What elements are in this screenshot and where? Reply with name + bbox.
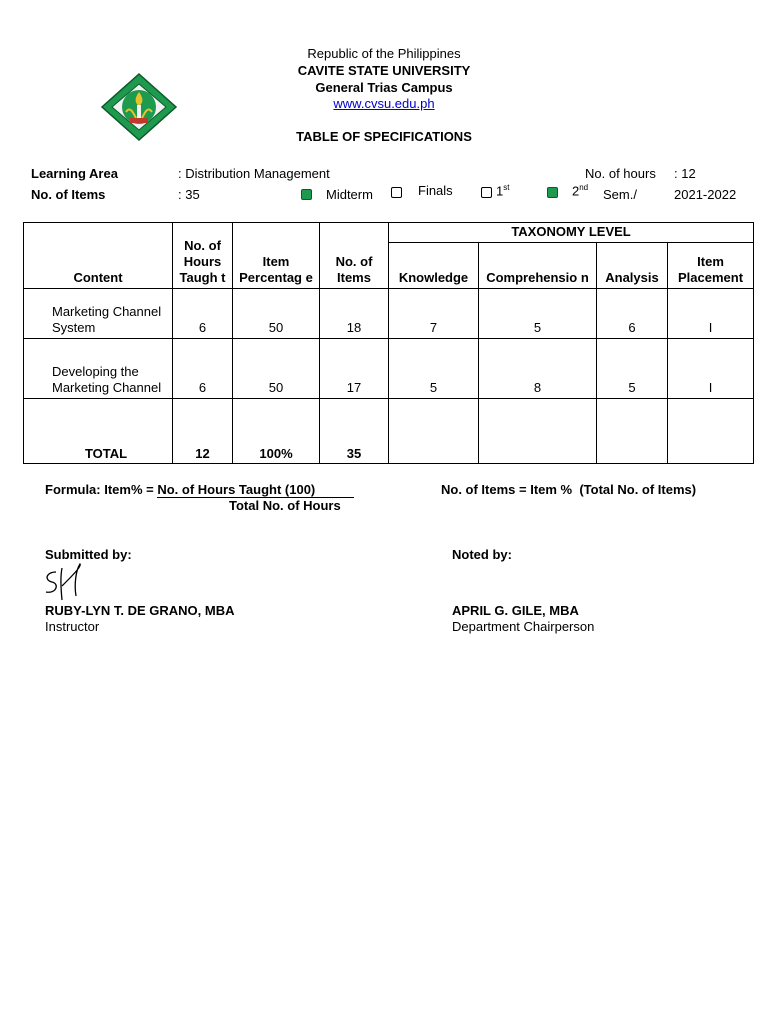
header-percentage: Item Percentag e xyxy=(233,223,320,289)
formula-numerator: No. of Hours Taught (100) xyxy=(157,482,354,498)
row-percentage: 50 xyxy=(233,339,320,399)
total-percentage: 100% xyxy=(233,399,320,464)
formula-label: Formula: Item% = xyxy=(45,482,158,497)
row-knowledge: 5 xyxy=(389,339,479,399)
row-hours: 6 xyxy=(173,289,233,339)
total-row xyxy=(24,399,754,464)
header-analysis: Analysis xyxy=(597,243,668,289)
table-row xyxy=(24,339,754,399)
finals-label: Finals xyxy=(418,183,453,198)
country-name: Republic of the Philippines xyxy=(307,46,461,61)
row-comprehension: 5 xyxy=(479,289,597,339)
row-analysis: 5 xyxy=(597,339,668,399)
submitted-name: RUBY-LYN T. DE GRANO, MBA xyxy=(45,603,235,618)
midterm-checkbox[interactable] xyxy=(301,189,312,200)
hours-value: : 12 xyxy=(674,166,696,181)
header-knowledge: Knowledge xyxy=(389,243,479,289)
items-label: No. of Items xyxy=(31,187,106,202)
midterm-label: Midterm xyxy=(326,187,373,202)
noted-by-label: Noted by: xyxy=(452,547,512,562)
row-items: 17 xyxy=(320,339,389,399)
row-knowledge: 7 xyxy=(389,289,479,339)
submitted-title: Instructor xyxy=(45,619,100,634)
document-title: TABLE OF SPECIFICATIONS xyxy=(296,129,472,144)
row-comprehension: 8 xyxy=(479,339,597,399)
second-sem-checkbox[interactable] xyxy=(547,187,558,198)
hours-label: No. of hours xyxy=(585,166,656,181)
total-placement xyxy=(668,399,754,464)
row-content: Developing the Marketing Channel xyxy=(24,339,173,399)
header-placement: Item Placement xyxy=(668,243,754,289)
noted-name: APRIL G. GILE, MBA xyxy=(452,603,579,618)
formula-items: No. of Items = Item % (Total No. of Items) xyxy=(441,482,697,497)
total-knowledge xyxy=(389,399,479,464)
header-hours: No. of Hours Taugh t xyxy=(173,223,233,289)
total-items: 35 xyxy=(320,399,389,464)
first-sem-label: 1st xyxy=(496,183,510,199)
row-items: 18 xyxy=(320,289,389,339)
header-content: Content xyxy=(24,223,173,289)
header-comprehension: Comprehensio n xyxy=(479,243,597,289)
formula-denominator: Total No. of Hours xyxy=(229,498,341,513)
row-hours: 6 xyxy=(173,339,233,399)
learning-area-label: Learning Area xyxy=(31,166,118,181)
table-row xyxy=(24,289,754,339)
finals-checkbox[interactable] xyxy=(391,187,402,198)
second-sem-label: 2nd xyxy=(572,183,589,199)
first-sem-checkbox[interactable] xyxy=(481,187,492,198)
signature-image xyxy=(42,562,92,604)
specifications-table xyxy=(23,222,754,464)
learning-area-value: : Distribution Management xyxy=(178,166,330,181)
row-placement: I xyxy=(668,289,754,339)
row-placement: I xyxy=(668,339,754,399)
formula-item-percent xyxy=(45,482,354,498)
total-comprehension xyxy=(479,399,597,464)
campus-name: General Trias Campus xyxy=(315,80,453,95)
items-value: : 35 xyxy=(178,187,200,202)
school-year: 2021-2022 xyxy=(674,187,737,202)
submitted-by-label: Submitted by: xyxy=(45,547,132,562)
sem-label: Sem./ xyxy=(603,187,637,202)
row-content: Marketing Channel System xyxy=(24,289,173,339)
row-percentage: 50 xyxy=(233,289,320,339)
university-name: CAVITE STATE UNIVERSITY xyxy=(297,63,471,78)
header-taxonomy: TAXONOMY LEVEL xyxy=(389,223,754,243)
total-hours: 12 xyxy=(173,399,233,464)
header-items: No. of Items xyxy=(320,223,389,289)
website-link[interactable]: www.cvsu.edu.ph xyxy=(333,96,435,111)
total-analysis xyxy=(597,399,668,464)
row-analysis: 6 xyxy=(597,289,668,339)
noted-title: Department Chairperson xyxy=(452,619,595,634)
total-label: TOTAL xyxy=(24,399,173,464)
